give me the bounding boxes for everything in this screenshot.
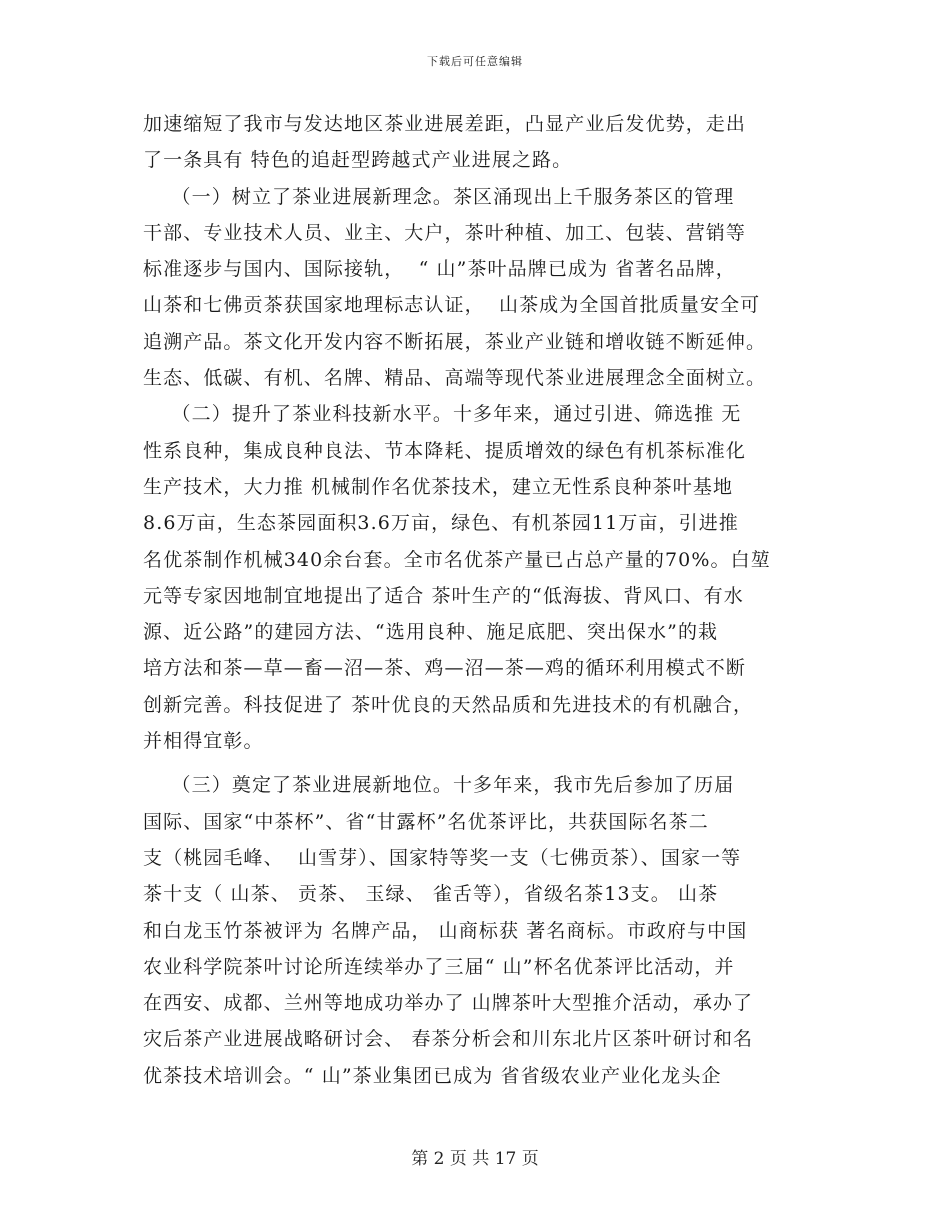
text-line: 了一条具有 特色的追赶型跨越式产业进展之路。 <box>143 149 573 172</box>
text-line: 创新完善。科技促进了 茶叶优良的天然品质和先进技术的有机融合， <box>143 693 754 716</box>
text-line: （一）树立了茶业进展新理念。茶区涌现出上千服务茶区的管理 <box>143 185 735 208</box>
text-line: 山茶和七佛贡茶获国家地理标志认证， 山茶成为全国首批质量安全可 <box>143 294 761 317</box>
body-text <box>143 106 807 1094</box>
text-line: 元等专家因地制宜地提出了适合 茶叶生产的“低海拔、背风口、有水 <box>143 584 744 607</box>
text-line: 追溯产品。茶文化开发内容不断拓展，茶业产业链和增收链不断延伸。 <box>143 330 767 353</box>
text-line: 生态、低碳、有机、名牌、精品、高端等现代茶业进展理念全面树立。 <box>143 367 767 390</box>
text-line: 生产技术，大力推 机械制作名优茶技术，建立无性系良种茶叶基地 <box>143 475 734 498</box>
text-line: 国际、国家“中茶杯”、省“甘露杯”名优茶评比，共获国际名茶二 <box>143 810 709 833</box>
text-line: 源、近公路”的建园方法、“选用良种、施足底肥、突出保水”的栽 <box>143 621 719 644</box>
text-line: 干部、专业技术人员、业主、大户，茶叶种植、加工、包装、营销等 <box>143 221 747 244</box>
text-line: 优茶技术培训会。“ 山”茶业集团已成为 省省级农业产业化龙头企 <box>143 1064 722 1087</box>
text-line: （二）提升了茶业科技新水平。十多年来，通过引进、筛选推 无 <box>143 403 742 426</box>
text-line: 在西安、成都、兰州等地成功举办了 山牌茶叶大型推介活动，承办了 <box>143 992 754 1015</box>
text-line: 支（桃园毛峰、 山雪芽）、国家特等奖一支（七佛贡茶）、国家一等 <box>143 846 742 869</box>
text-line: 农业科学院茶叶讨论所连续举办了三届“ 山”杯名优茶评比活动，并 <box>143 955 735 978</box>
text-line: （三）奠定了茶业进展新地位。十多年来，我市先后参加了历届 <box>143 774 735 797</box>
text-line: 灾后茶产业进展战略研讨会、 春茶分析会和川东北片区茶叶研讨和名 <box>143 1028 754 1051</box>
text-line: 茶十支（ 山茶、 贡茶、 玉绿、 雀舌等），省级名茶13支。 山茶 <box>143 883 719 906</box>
text-line: 8.6万亩，生态茶园面积3.6万亩，绿色、有机茶园11万亩，引进推 <box>143 512 739 535</box>
text-line: 培方法和茶—草—畜—沼—茶、鸡—沼—茶—鸡的循环利用模式不断 <box>143 657 747 680</box>
page-number-footer: 第 2 页 共 17 页 <box>411 1149 539 1169</box>
text-line: 加速缩短了我市与发达地区茶业进展差距，凸显产业后发优势，走出 <box>143 113 747 135</box>
text-line: 标准逐步与国内、国际接轨， “ 山”茶叶品牌已成为 省著名品牌， <box>143 258 736 281</box>
text-line: 和白龙玉竹茶被评为 名牌产品， 山商标获 著名商标。市政府与中国 <box>143 919 748 942</box>
text-line: 性系良种，集成良种良法、节本降耗、提质增效的绿色有机茶标准化 <box>143 439 747 462</box>
page-header-note: 下载后可任意编辑 <box>427 55 523 68</box>
text-line: 名优茶制作机械340余台套。全市名优茶产量已占总产量的70%。白堃 <box>143 548 771 571</box>
text-line: 并相得宜彰。 <box>143 730 264 753</box>
paragraph-gap <box>143 759 807 767</box>
